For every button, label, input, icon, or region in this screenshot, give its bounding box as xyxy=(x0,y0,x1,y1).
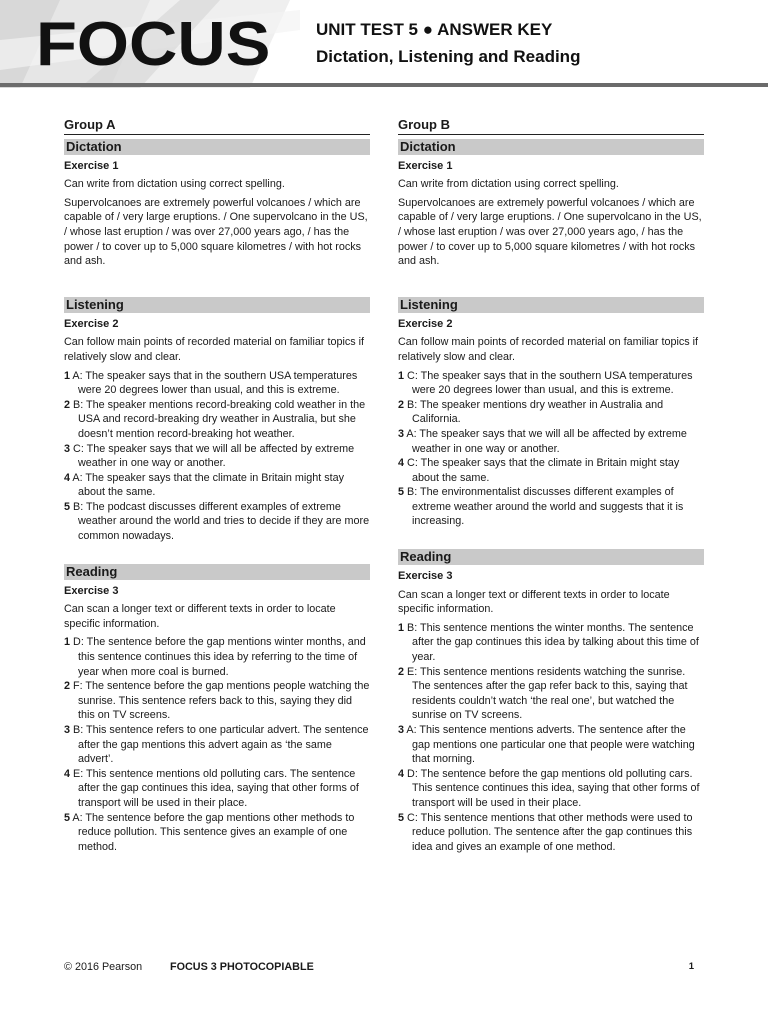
page-footer xyxy=(64,961,694,975)
photocopiable-label: FOCUS 3 PHOTOCOPIABLE xyxy=(170,961,314,973)
answer-text: C: The speaker says that in the southern USA temperatures were 20 degrees lower than usual, and this is extreme. xyxy=(407,369,693,397)
answer-item xyxy=(64,635,370,679)
answer-item xyxy=(64,442,370,471)
answer-item xyxy=(64,811,370,855)
answer-item xyxy=(398,665,704,723)
answer-item xyxy=(398,621,704,665)
answer-number: 4 xyxy=(398,767,405,780)
answer-text: A: The speaker says that the climate in Britain might stay about the same. xyxy=(72,471,345,499)
answer-text: D: The sentence before the gap mentions winter months, and this sentence continues this idea by referring to the time of year when more coal is burned. xyxy=(73,636,366,678)
answer-number: 2 xyxy=(398,665,405,678)
exercise-intro: Can follow main points of recorded material on familiar topics if relatively slow and clear. xyxy=(398,336,699,363)
exercise-title: Exercise 1 xyxy=(64,159,119,172)
exercise-title: Exercise 3 xyxy=(64,584,119,597)
group-b-title: Group B xyxy=(398,118,704,135)
answer-item xyxy=(398,723,704,767)
reading-heading: Reading xyxy=(398,549,704,565)
answer-text: B: The speaker mentions record-breaking cold weather in the USA and record-breaking dry weather in Australia, but she doesn’t mention record-breaking hot weather. xyxy=(73,398,366,440)
answer-number: 1 xyxy=(64,369,71,382)
answer-text: A: This sentence mentions adverts. The sentence after the gap mentions one particular one that people were watching that morning. xyxy=(406,724,695,766)
answer-item xyxy=(64,471,370,500)
exercise-title: Exercise 2 xyxy=(398,317,453,330)
page-number: 1 xyxy=(688,961,694,972)
answer-text: F: The sentence before the gap mentions people watching the sunrise. This sentence refers back to this, saying they did this on TV screens. xyxy=(73,680,370,722)
answer-number: 2 xyxy=(64,398,71,411)
answer-text: A: The speaker says that we will all be affected by extreme weather in one way or another. xyxy=(406,427,687,455)
header-divider xyxy=(0,83,768,87)
dictation-text: Supervolcanoes are extremely powerful volcanoes / which are capable of / very large eruptions. / One supervolcano in the US, / whose last eruption / was over 27,000 years ago, / has the power / to cover up to 5,000 square kilometres / with hot rocks and ash. xyxy=(64,196,368,268)
answer-text: C: The speaker says that we will all be affected by extreme weather in one way or another. xyxy=(73,442,355,470)
answer-number: 1 xyxy=(398,621,405,634)
answer-item xyxy=(398,456,704,485)
answer-item xyxy=(398,427,704,456)
answer-text: B: The podcast discusses different examples of extreme weather around the world and tries to decide if they are more common nowadays. xyxy=(73,500,370,543)
answer-text: C: This sentence mentions that other methods were used to reduce pollution. The sentence after the gap continues this idea and gives an example of one method. xyxy=(407,811,693,853)
answer-text: A: The speaker says that in the southern USA temperatures were 20 degrees lower than usual, and this is extreme. xyxy=(72,369,358,397)
exercise-title: Exercise 3 xyxy=(398,570,453,583)
answer-number: 3 xyxy=(64,442,71,455)
dictation-heading: Dictation xyxy=(64,139,370,155)
answer-number: 3 xyxy=(64,724,71,736)
answer-text: E: This sentence mentions old polluting cars. The sentence after the gap continues this idea, saying that other forms of transport will be used in their place. xyxy=(73,767,359,809)
answer-item xyxy=(64,767,370,811)
page-subtitle: Dictation, Listening and Reading xyxy=(316,47,581,66)
answer-item xyxy=(64,500,370,544)
listening-heading: Listening xyxy=(398,297,704,313)
answer-number: 3 xyxy=(398,724,405,736)
group-a-title: Group A xyxy=(64,118,370,135)
page-header xyxy=(0,0,768,88)
answer-item xyxy=(398,485,704,529)
answer-number: 5 xyxy=(64,500,71,513)
answer-list xyxy=(64,369,370,544)
exercise-intro: Can write from dictation using correct spelling. xyxy=(398,178,619,191)
answer-number: 5 xyxy=(398,486,405,499)
answer-number: 4 xyxy=(64,471,71,484)
answer-item xyxy=(398,767,704,811)
answer-item xyxy=(398,811,704,855)
exercise-intro: Can follow main points of recorded material on familiar topics if relatively slow and clear. xyxy=(64,336,365,363)
answer-list xyxy=(398,621,704,855)
answer-item xyxy=(398,398,704,427)
answer-number: 4 xyxy=(398,457,405,470)
reading-heading: Reading xyxy=(64,564,370,580)
answer-number: 2 xyxy=(64,680,71,693)
answer-text: D: The sentence before the gap mentions old polluting cars. This sentence continues this idea, saying that other forms of transport will be used in their place. xyxy=(407,767,700,809)
answer-text: B: This sentence refers to one particular advert. The sentence after the gap mentions this advert again as ‘the same advert’. xyxy=(73,724,369,766)
answer-number: 5 xyxy=(398,811,405,824)
exercise-intro: Can scan a longer text or different texts in order to locate specific information. xyxy=(398,588,670,616)
answer-list xyxy=(64,635,370,854)
exercise-title: Exercise 1 xyxy=(398,159,453,172)
answer-number: 2 xyxy=(398,398,405,411)
answer-text: C: The speaker says that the climate in Britain might stay about the same. xyxy=(407,457,680,484)
answer-list xyxy=(398,369,704,530)
exercise-title: Exercise 2 xyxy=(64,317,119,330)
answer-number: 1 xyxy=(64,636,71,649)
exercise-intro: Can scan a longer text or different texts in order to locate specific information. xyxy=(64,603,336,630)
answer-item xyxy=(64,723,370,767)
page-title: UNIT TEST 5 ● ANSWER KEY xyxy=(316,20,553,39)
answer-item xyxy=(398,369,704,398)
listening-heading: Listening xyxy=(64,297,370,313)
answer-item xyxy=(64,369,370,398)
answer-number: 1 xyxy=(398,369,405,382)
answer-text: A: The sentence before the gap mentions other methods to reduce pollution. This sentence gives an example of one method. xyxy=(72,811,355,853)
dictation-text: Supervolcanoes are extremely powerful volcanoes / which are capable of / very large eruptions. / One supervolcano in the US, / whose last eruption / was over 27,000 years ago, / has the power / to cover up to 5,000 square kilometres / with hot rocks and ash. xyxy=(398,196,702,268)
group-a-column xyxy=(64,118,370,854)
copyright-notice: © 2016 Pearson xyxy=(64,961,143,973)
answer-text: B: The speaker mentions dry weather in Australia and California. xyxy=(407,398,664,426)
answer-number: 4 xyxy=(64,767,71,780)
answer-text: B: The environmentalist discusses different examples of extreme weather around the world and suggests that it is increasing. xyxy=(407,486,684,528)
answer-item xyxy=(64,398,370,442)
group-b-column xyxy=(398,118,704,854)
answer-text: E: This sentence mentions residents watching the sunrise. The sentences after the gap refer back to this, saying that residents couldn’t watch ‘the real one’, but watched the sunrise on TV screens. xyxy=(407,665,688,722)
exercise-intro: Can write from dictation using correct spelling. xyxy=(64,178,285,191)
answer-text: B: This sentence mentions the winter months. The sentence after the gap continues this idea by talking about this time of year. xyxy=(407,621,699,664)
focus-logo: FOCUS xyxy=(36,10,271,79)
answer-number: 5 xyxy=(64,811,71,824)
answer-item xyxy=(64,679,370,723)
answer-number: 3 xyxy=(398,427,405,440)
dictation-heading: Dictation xyxy=(398,139,704,155)
